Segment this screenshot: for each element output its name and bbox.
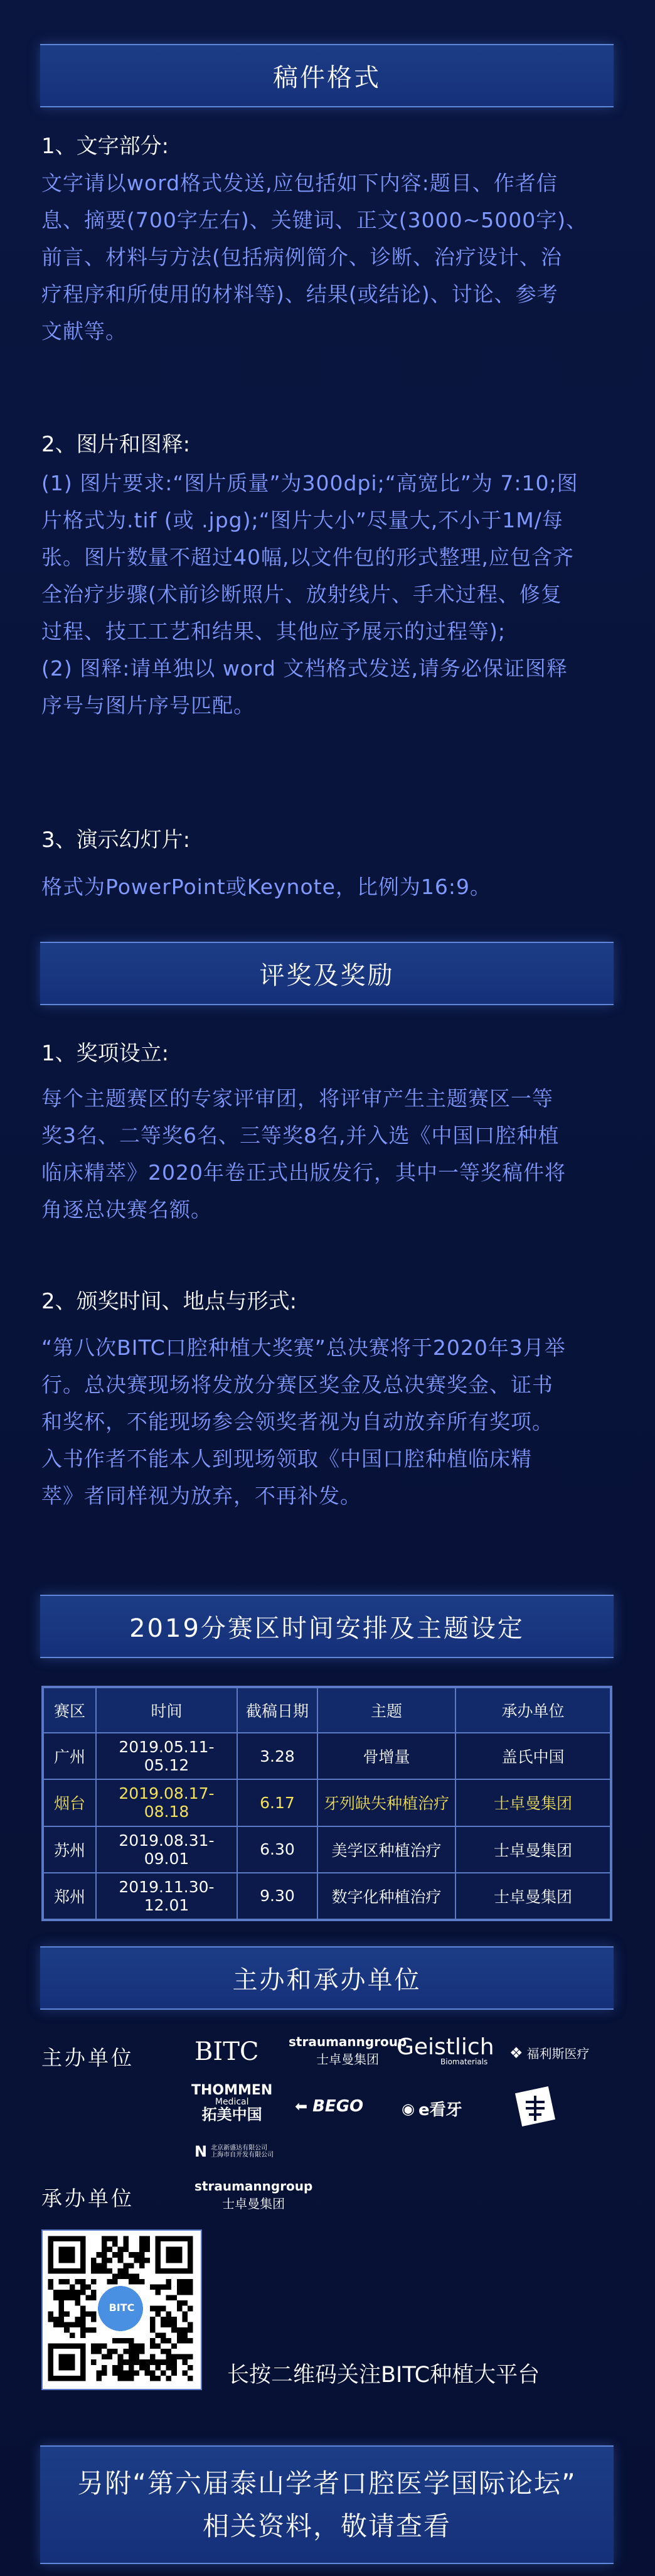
cell-time: 2019.08.31-09.01 — [96, 1826, 237, 1873]
format-title: 稿件格式 — [273, 63, 381, 92]
table-row — [43, 1733, 610, 1779]
cell-deadline: 6.17 — [237, 1779, 317, 1826]
cell-theme: 数字化种植治疗 — [317, 1873, 455, 1919]
thommen-logo: THOMMEN Medical 拓美中国 — [191, 2083, 273, 2123]
col-header-theme: 主题 — [317, 1688, 455, 1733]
footer-link-banner[interactable] — [40, 2445, 614, 2564]
cell-deadline: 9.30 — [237, 1873, 317, 1919]
fuli-logo: ❖ 福利斯医疗 — [509, 2044, 590, 2062]
cell-organizer: 士卓曼集团 — [455, 1873, 610, 1919]
award-setup-label: 1、奖项设立: — [41, 1041, 169, 1066]
geistlich-logo: Geistlich Biomaterials — [397, 2034, 494, 2066]
ekanya-mark-icon: ◉ — [402, 2099, 415, 2118]
cell-deadline: 3.28 — [237, 1733, 317, 1779]
schedule-title: 2019分赛区时间安排及主题设定 — [129, 1614, 525, 1643]
cell-theme: 美学区种植治疗 — [317, 1826, 455, 1873]
ceremony-line: 行。总决赛现场将发放分赛区奖金及总决赛奖金、证书 — [41, 1372, 553, 1397]
setup-line: 角逐总决赛名额。 — [41, 1197, 212, 1222]
cell-region: 苏州 — [43, 1826, 96, 1873]
qr-caption: 长按二维码关注BITC种植大平台 — [227, 2363, 540, 2388]
ceremony-line: 和奖杯，不能现场参会领奖者视为自动放弃所有奖项。 — [41, 1409, 553, 1434]
setup-line: 每个主题赛区的专家评审团，将评审产生主题赛区一等 — [41, 1086, 553, 1111]
image-line: (1) 图片要求:“图片质量”为300dpi;“高宽比”为 7:10;图 — [41, 471, 578, 495]
ceremony-line: 萃》者同样视为放弃，不再补发。 — [41, 1484, 361, 1508]
seal-logo — [513, 2084, 557, 2128]
organizer-straumann-logo: straumanngroup 士卓曼集团 — [194, 2179, 313, 2211]
cell-organizer: 盖氏中国 — [455, 1733, 610, 1779]
format-banner — [40, 44, 614, 107]
bitc-logo: BITC — [194, 2037, 259, 2066]
ns-logo: N 北京新盛达有限公司 上海市自开发有限公司 — [194, 2143, 274, 2160]
cell-region: 郑州 — [43, 1873, 96, 1919]
schedule-table — [41, 1686, 612, 1921]
footer-line1: 另附“第六届泰山学者口腔医学国际论坛” — [77, 2467, 577, 2499]
sponsors-banner — [40, 1946, 614, 2010]
text-line: 文献等。 — [41, 319, 127, 343]
text-line: 前言、材料与方法(包括病例简介、诊断、治疗设计、治 — [41, 245, 562, 269]
col-header-region: 赛区 — [43, 1688, 96, 1733]
text-line: 文字请以word格式发送,应包括如下内容:题目、作者信 — [41, 171, 558, 195]
straumann-logo: straumanngroup 士卓曼集团 — [289, 2034, 407, 2067]
table-row-highlighted — [43, 1779, 610, 1826]
text-line: 息、摘要(700字左右)、关键词、正文(3000~5000字)、 — [41, 208, 588, 232]
ceremony-body — [41, 1329, 612, 1514]
awards-title: 评奖及奖励 — [259, 961, 395, 990]
bego-mark-icon: ⬅ — [295, 2098, 308, 2115]
cell-organizer: 士卓曼集团 — [455, 1779, 610, 1826]
fuli-mark-icon: ❖ — [509, 2044, 523, 2062]
ns-mark-icon: N — [194, 2143, 208, 2160]
col-header-deadline: 截稿日期 — [237, 1688, 317, 1733]
slides-section-label: 3、演示幻灯片: — [41, 827, 191, 853]
footer-line2: 相关资料，敬请查看 — [202, 2510, 451, 2541]
col-header-time: 时间 — [96, 1688, 237, 1733]
image-line: (2) 图释:请单独以 word 文档格式发送,请务必保证图释 — [41, 656, 568, 681]
cell-time: 2019.05.11-05.12 — [96, 1733, 237, 1779]
schedule-banner — [40, 1595, 614, 1658]
ceremony-line: 入书作者不能本人到现场领取《中国口腔种植临床精 — [41, 1447, 532, 1471]
setup-line: 奖3名、二等奖6名、三等奖8名,并入选《中国口腔种植 — [41, 1123, 560, 1148]
cell-organizer: 士卓曼集团 — [455, 1826, 610, 1873]
image-line: 过程、技工工艺和结果、其他应予展示的过程等); — [41, 619, 506, 644]
image-section-body — [41, 465, 612, 724]
qr-center-label: BITC — [109, 2302, 135, 2314]
cell-region: 广州 — [43, 1733, 96, 1779]
setup-line: 临床精萃》2020年卷正式出版发行，其中一等奖稿件将 — [41, 1160, 566, 1185]
text-section-label: 1、文字部分: — [41, 134, 169, 159]
organizer-label: 承办单位 — [41, 2186, 134, 2211]
cell-deadline: 6.30 — [237, 1826, 317, 1873]
table-row — [43, 1826, 610, 1873]
cell-theme: 骨增量 — [317, 1733, 455, 1779]
table-header-row — [43, 1688, 610, 1733]
bego-logo: ⬅ BEGO — [295, 2097, 364, 2116]
ceremony-label: 2、颁奖时间、地点与形式: — [41, 1289, 297, 1314]
sponsors-title: 主办和承办单位 — [232, 1966, 422, 1995]
ceremony-line: “第八次BITC口腔种植大奖赛”总决赛将于2020年3月举 — [41, 1335, 566, 1360]
ekanya-logo: ◉ e看牙 — [402, 2099, 462, 2120]
image-section-label: 2、图片和图释: — [41, 432, 191, 457]
slides-section-body — [41, 868, 612, 905]
cell-time: 2019.08.17-08.18 — [96, 1779, 237, 1826]
image-line: 全治疗步骤(术前诊断照片、放射线片、手术过程、修复 — [41, 582, 562, 606]
text-section-body — [41, 164, 612, 350]
cell-time: 2019.11.30-12.01 — [96, 1873, 237, 1919]
image-line: 张。图片数量不超过40幅,以文件包的形式整理,应包含齐 — [41, 545, 574, 569]
col-header-organizer: 承办单位 — [455, 1688, 610, 1733]
text-line: 疗程序和所使用的材料等)、结果(或结论)、讨论、参考 — [41, 282, 558, 306]
cell-theme: 牙列缺失种植治疗 — [317, 1779, 455, 1826]
awards-banner — [40, 942, 614, 1005]
qr-code[interactable] — [41, 2229, 202, 2390]
image-line: 序号与图片序号匹配。 — [41, 693, 255, 718]
slides-line: 格式为PowerPoint或Keynote，比例为16:9。 — [41, 875, 491, 899]
image-line: 片格式为.tif (或 .jpg);“图片大小”尽量大,不小于1M/每 — [41, 508, 563, 532]
award-setup-body — [41, 1080, 612, 1228]
table-row — [43, 1873, 610, 1919]
cell-region: 烟台 — [43, 1779, 96, 1826]
host-label: 主办单位 — [41, 2045, 134, 2070]
